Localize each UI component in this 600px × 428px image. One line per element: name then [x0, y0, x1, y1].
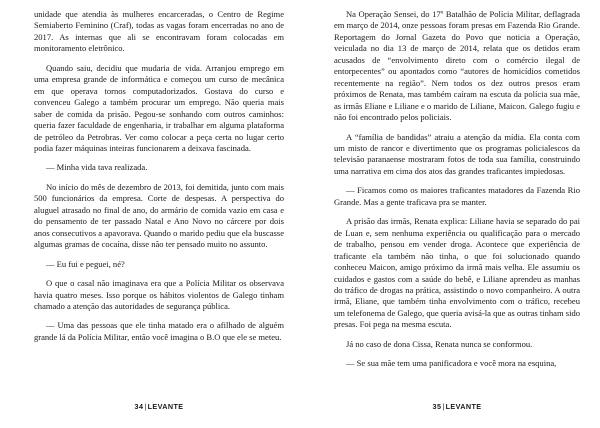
paragraph: Na Operação Sensei, do 17º Batalhão de Polícia Militar, deflagrada em março de 2014, onze pessoas foram presas em Fazenda Rio Grande. Reportagem do Jornal Gazeta do Povo que noticia a Operação, veiculada no dia 13 de março de 2014, relata que os detidos eram acusados de “envolvimento direto com o comércio ilegal de entorpecentes” ou apontados como “autores de homicídios cometidos recentemente na região”. Nem todos os dez outros presos eram próximos de Renata, mas também caíram na escuta da polícia sua mãe, as irmãs Eliane e Liliane e o marido de Liliane, Maicon. Galego fugiu e não foi encontrado pelos policiais. [334, 9, 580, 123]
page-folio-left [34, 402, 284, 411]
left-page [34, 9, 284, 428]
running-title: LEVANTE [147, 402, 184, 411]
paragraph: No início do mês de dezembro de 2013, foi demitida, junto com mais 500 funcionários da empresa. Corte de despesas. A perspectiva do aluguel atrasado no final de ano, do armário de comida vazio em casa e do pensamento de ter passado Natal e Ano Novo no cárcere por dois anos consecutivos a apavorava. Quando o marido pediu que ela buscasse algumas gramas de cocaína, disse não ter pensado muito no assunto. [34, 181, 284, 250]
paragraph: Já no caso de dona Cissa, Renata nunca se conformou. [346, 338, 533, 349]
folio-separator: | [442, 402, 445, 411]
dialogue-line: — Minha vida tava realizada. [46, 162, 148, 173]
running-title: LEVANTE [445, 402, 482, 411]
right-page [334, 9, 580, 428]
page-folio-right [334, 402, 580, 411]
dialogue-line: — Ficamos como os maiores traficantes matadores da Fazenda Rio Grande. Mas a gente traficava pra se manter. [334, 185, 580, 207]
dialogue-line: — Uma das pessoas que ele tinha matado era o afilhado de alguém grande lá da Polícia Militar, então você imagina o B.O que ele se meteu. [34, 320, 284, 342]
paragraph: unidade que atendia às mulheres encarceradas, o Centro de Regime Semiaberto Feminino (Craf), todas as vagas foram encerradas no ano de 2017. As internas que ali se encontravam foram colocadas em monitoramento eletrônico. [34, 9, 284, 54]
page-number: 35 [432, 402, 442, 411]
folio-separator: | [144, 402, 147, 411]
paragraph: O que o casal não imaginava era que a Polícia Militar os observava havia quatro meses. Isso porque os hábitos violentos de Galego tinham chamado a atenção das autoridades de segurança pública. [34, 278, 284, 311]
paragraph: A “família de bandidas” atraiu a atenção da mídia. Ela conta com um misto de rancor e divertimento que os programas policialescos da televisão paranaense mostraram fotos de toda sua família, construindo uma narrativa em cima dos atos das grandes traficantes impiedosas. [334, 131, 580, 176]
dialogue-line: — Se sua mãe tem uma panificadora e você mora na esquina, [346, 358, 557, 369]
page-number: 34 [134, 402, 144, 411]
dialogue-line: — Eu fui e peguei, né? [46, 258, 125, 269]
paragraph: A prisão das irmãs, Renata explica: Liliane havia se separado do pai de Luan e, sem nenhuma experiência ou qualificação para o mercado de trabalho, pensou em vender droga. Acontece que experiência de traficante ela também não tinha, o que foi solucionado quando conheceu Maicon, amigo próximo da irmã mais velha. Ele assumiu os cuidados e gastos com a saúde do bebê, e Liliane aprendeu as manhas do tráfico de drogas na prática, assistindo o novo companheiro. A outra irmã, Eliane, que também tinha envolvimento com o tráfico, recebeu um telefonema de Galego, que queria avisá-la que as outras tinham sido presas. Foi pega na mesma escuta. [334, 216, 580, 330]
paragraph: Quando saiu, decidiu que mudaria de vida. Arranjou emprego em uma empresa grande de informática e começou um curso de mecânica em que operava tornos computadorizados. Gostava do curso e convenceu Galego a também procurar um emprego. Não queria mais saber de comida da prisão. Pegou-se sonhando com outros caminhos: queria fazer faculdade de engenharia, ir trabalhar em alguma plataforma de petróleo da Petrobras. Ver como colocar a peça certa no lugar certo podia fazer máquinas inteiras funcionarem a deixava fascinada. [34, 62, 284, 153]
